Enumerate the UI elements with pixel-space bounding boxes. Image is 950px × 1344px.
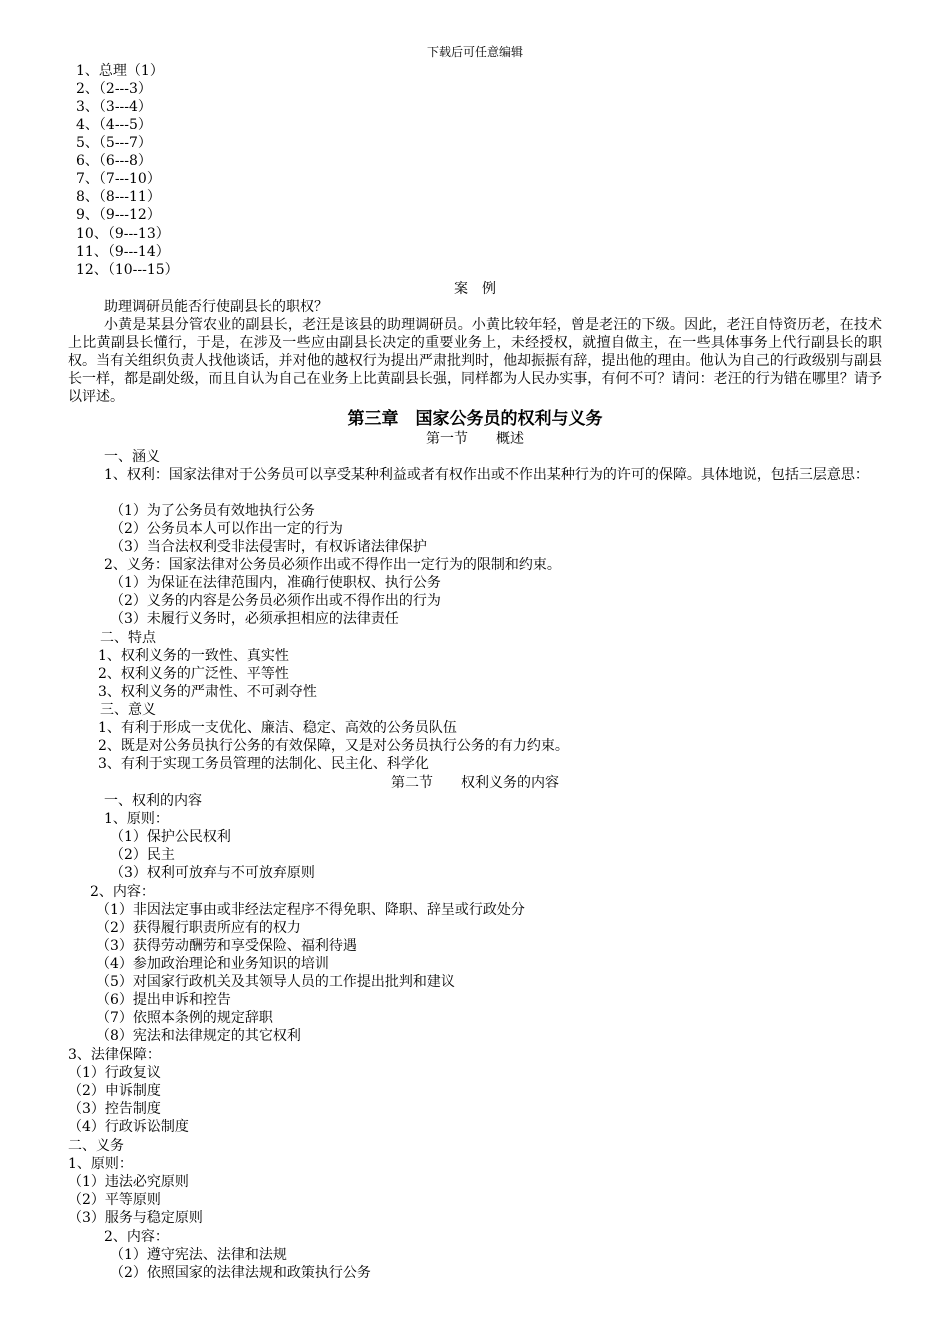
case-question: 助理调研员能否行使副县长的职权？ [104,299,328,315]
list-item: 3、权利义务的严肃性、不可剥夺性 [98,684,317,700]
list-item: 2、权利义务的广泛性、平等性 [98,666,289,682]
list-item: （5）对国家行政机关及其领导人员的工作提出批判和建议 [96,974,455,990]
list-item: （7）依照本条例的规定辞职 [96,1010,273,1026]
list-item: 2、既是对公务员执行公务的有效保障，又是对公务员执行公务的有力约束。 [98,738,569,754]
list-item: （3）控告制度 [68,1101,161,1117]
list-item: 1、有利于形成一支优化、廉洁、稳定、高效的公务员队伍 [98,720,457,736]
toc-item: 1、总理（1） [76,63,164,79]
heading: 一、权利的内容 [104,793,202,809]
duty-definition: 2、义务：国家法律对公务员必须作出或不得作出一定行为的限制和约束。 [104,557,561,573]
subheading: 1、原则： [104,811,169,827]
list-item: （1）为了公务员有效地执行公务 [110,503,315,519]
toc-item: 10、（9---13） [76,226,170,242]
list-item: （4）行政诉讼制度 [68,1119,189,1135]
toc-item: 9、（9---12） [76,207,161,223]
list-item: （2）公务员本人可以作出一定的行为 [110,521,343,537]
toc-item: 12、（10---15） [76,262,179,278]
section-title: 第二节 权利义务的内容 [391,775,559,791]
list-item: （2）平等原则 [68,1192,161,1208]
list-item: 3、有利于实现工务员管理的法制化、民主化、科学化 [98,756,429,772]
list-item: （2）获得履行职责所应有的权力 [96,920,301,936]
toc-item: 2、（2---3） [76,81,152,97]
list-item: （3）权利可放弃与不可放弃原则 [110,865,315,881]
list-item: （2）依照国家的法律法规和政策执行公务 [110,1265,371,1281]
list-item: （3）服务与稳定原则 [68,1210,203,1226]
list-item: （1）非因法定事由或非经法定程序不得免职、降职、辞呈或行政处分 [96,902,525,918]
toc-item: 6、（6---8） [76,153,152,169]
list-item: （3）获得劳动酬劳和享受保险、福利待遇 [96,938,357,954]
toc-item: 8、（8---11） [76,189,161,205]
subheading: 1、原则： [68,1156,133,1172]
subheading: 2、内容： [90,884,155,900]
list-item: （2）民主 [110,847,175,863]
list-item: 1、权利义务的一致性、真实性 [98,648,289,664]
list-item: （3）当合法权利受非法侵害时，有权诉诸法律保护 [110,539,427,555]
subheading: 3、法律保障： [68,1047,161,1063]
chapter-title: 第三章 国家公务员的权利与义务 [347,409,603,429]
list-item: （2）义务的内容是公务员必须作出或不得作出的行为 [110,593,441,609]
heading: 三、意义 [100,702,156,718]
heading: 一、涵义 [104,449,160,465]
list-item: （1）为保证在法律范围内，准确行使职权、执行公务 [110,575,441,591]
toc-item: 11、（9---14） [76,244,170,260]
toc-item: 4、（4---5） [76,117,152,133]
heading: 二、特点 [100,630,156,646]
page-header: 下载后可任意编辑 [426,45,523,59]
case-title: 案 例 [454,281,496,297]
heading: 二、义务 [68,1138,124,1154]
list-item: （8）宪法和法律规定的其它权利 [96,1028,301,1044]
case-body: 小黄是某县分管农业的副县长，老汪是该县的助理调研员。小黄比较年轻，曾是老汪的下级。因此，老汪自恃资历老，在技术上比黄副县长懂行，于是，在涉及一些应由副县长决定的重要业务上，未经授权，就擅自做主，在一些具体事务上代行副县长的职权。当有关组织负责人找他谈话，并对他的越权行为提出严肃批判时，他却振振有辞，提出他的理由。他认为自己的行政级别与副县长一样，都是副处级，而且自认为自己在业务上比黄副县长强，同样都为人民办实事，有何不可？请问：老汪的行为错在哪里？请予以评述。 [68,317,882,405]
section-title: 第一节 概述 [426,431,524,447]
list-item: （1）保护公民权利 [110,829,231,845]
rights-definition: 1、权利：国家法律对于公务员可以享受某种利益或者有权作出或不作出某种行为的许可的保障。具体地说，包括三层意思： [104,467,869,483]
toc-item: 3、（3---4） [76,99,152,115]
subheading: 2、内容： [104,1229,169,1245]
list-item: （1）行政复议 [68,1065,161,1081]
toc-item: 5、（5---7） [76,135,152,151]
list-item: （3）未履行义务时，必须承担相应的法律责任 [110,611,399,627]
toc-item: 7、（7---10） [76,171,161,187]
list-item: （6）提出申诉和控告 [96,992,231,1008]
list-item: （2）申诉制度 [68,1083,161,1099]
list-item: （1）遵守宪法、法律和法规 [110,1247,287,1263]
list-item: （4）参加政治理论和业务知识的培训 [96,956,329,972]
list-item: （1）违法必究原则 [68,1174,189,1190]
